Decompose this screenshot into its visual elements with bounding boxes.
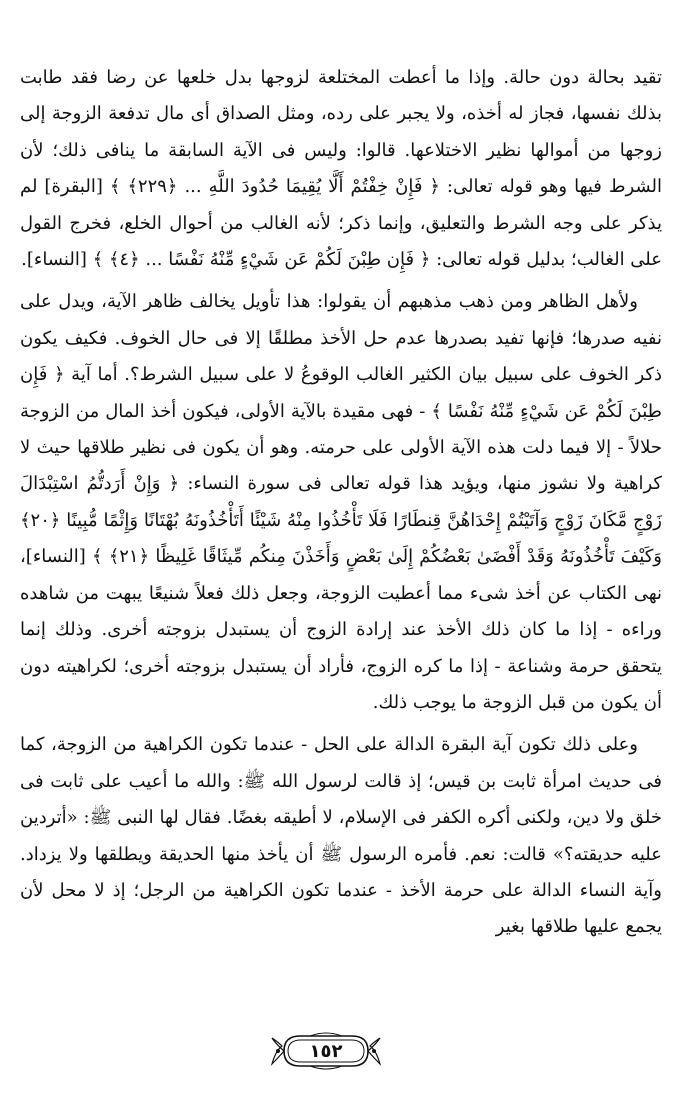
paragraph-1: تقيد بحالة دون حالة. وإذا ما أعطت المختلعة لزوجها بدل خلعها عن رضا فقد طابت بذلك نفسها، فجاز له أخذه، ولا يجبر على رده، ومثل الصداق أى مال تدفعة الزوجة إلى زوجها من أموالها نظير الاختلاعها. قالوا: وليس فى الآية السابقة ما ينافى ذلك؛ لأن الشرط فيها وهو قوله تعالى: ﴿ فَإِنْ خِفْتُمْ أَلَّا يُقِيمَا حُدُودَ اللَّهِ ... ﴿٢٢٩﴾ ﴾ [البقرة] لم يذكر على وجه الشرط والتعليق، وإنما ذكر؛ لأنه الغالب من أحوال الخلع، فخرج القول على الغالب؛ بدليل قوله تعالى: ﴿ فَإِن طِبْنَ لَكُمْ عَن شَيْءٍ مِّنْهُ نَفْسًا ... ﴿٤﴾ ﴾ [النساء].: [20, 67, 662, 271]
page-number-ornament: [270, 1030, 382, 1072]
page-body: [20, 60, 662, 946]
paragraph-2: ولأهل الظاهر ومن ذهب مذهبهم أن يقولوا: هذا تأويل يخالف ظاهر الآية، ويدل على نفيه صدرها؛ فإنها تفيد بصدرها عدم حل الأخذ مطلقًا إلا فى حال الخوف. فكيف يكون ذكر الخوف على سبيل بيان الكثير الغالب الوقوعُ لا على سبيل الشرط؟. أما آية ﴿ فَإِن طِبْنَ لَكُمْ عَن شَيْءٍ مِّنْهُ نَفْسًا ﴾ - فهى مقيدة بالآية الأولى، فيكون أخذ المال من الزوجة حلالاً - إلا فيما دلت هذه الآية الأولى على حرمته. وهو أن يكون فى نظير طلاقها حيث لا كراهية ولا نشوز منها، ويؤيد هذا قوله تعالى فى سورة النساء: ﴿ وَإِنْ أَرَدتُّمُ اسْتِبْدَالَ زَوْجٍ مَّكَانَ زَوْجٍ وَآتَيْتُمْ إِحْدَاهُنَّ قِنطَارًا فَلَا تَأْخُذُوا مِنْهُ شَيْئًا أَتَأْخُذُونَهُ بُهْتَانًا وَإِثْمًا مُّبِينًا ﴿٢٠﴾ وَكَيْفَ تَأْخُذُونَهُ وَقَدْ أَفْضَىٰ بَعْضُكُمْ إِلَىٰ بَعْضٍ وَأَخَذْنَ مِنكُم مِّيثَاقًا غَلِيظًا ﴿٢١﴾ ﴾ [النساء]، نهى الكتاب عن أخذ شىء مما أعطيت الزوجة، وجعل ذلك فعلاً شنيعًا يبهت من شاهده وراءه - إذا ما كان ذلك الأخذ عند إرادة الزوج أن يستبدل بزوجته أخرى. وذلك إنما يتحقق حرمة وشناعة - إذا ما كره الزوج، فأراد أن يستبدل بزوجته أخرى؛ لكراهيته دون أن يكون من قبل الزوجة ما يوجب ذلك.: [20, 291, 662, 713]
page-number: ١٥٢: [309, 1040, 343, 1062]
paragraph-3: وعلى ذلك تكون آية البقرة الدالة على الحل - عندما تكون الكراهية من الزوجة، كما فى حديث امرأة ثابت بن قيس؛ إذ قالت لرسول الله ﷺ: والله ما أعيب على ثابت فى خلق ولا دين، ولكنى أكره الكفر فى الإسلام، لا أطيقه بغضًا. فقال لها النبى ﷺ: «أتردين عليه حديقته؟» قالت: نعم. فأمره الرسول ﷺ أن يأخذ منها الحديقة ويطلقها ولا يزداد. وآية النساء الدالة على حرمة الأخذ - عندما تكون الكراهية من الرجل؛ إذ لا محل لأن يجمع عليها طلاقها بغير: [20, 734, 662, 938]
